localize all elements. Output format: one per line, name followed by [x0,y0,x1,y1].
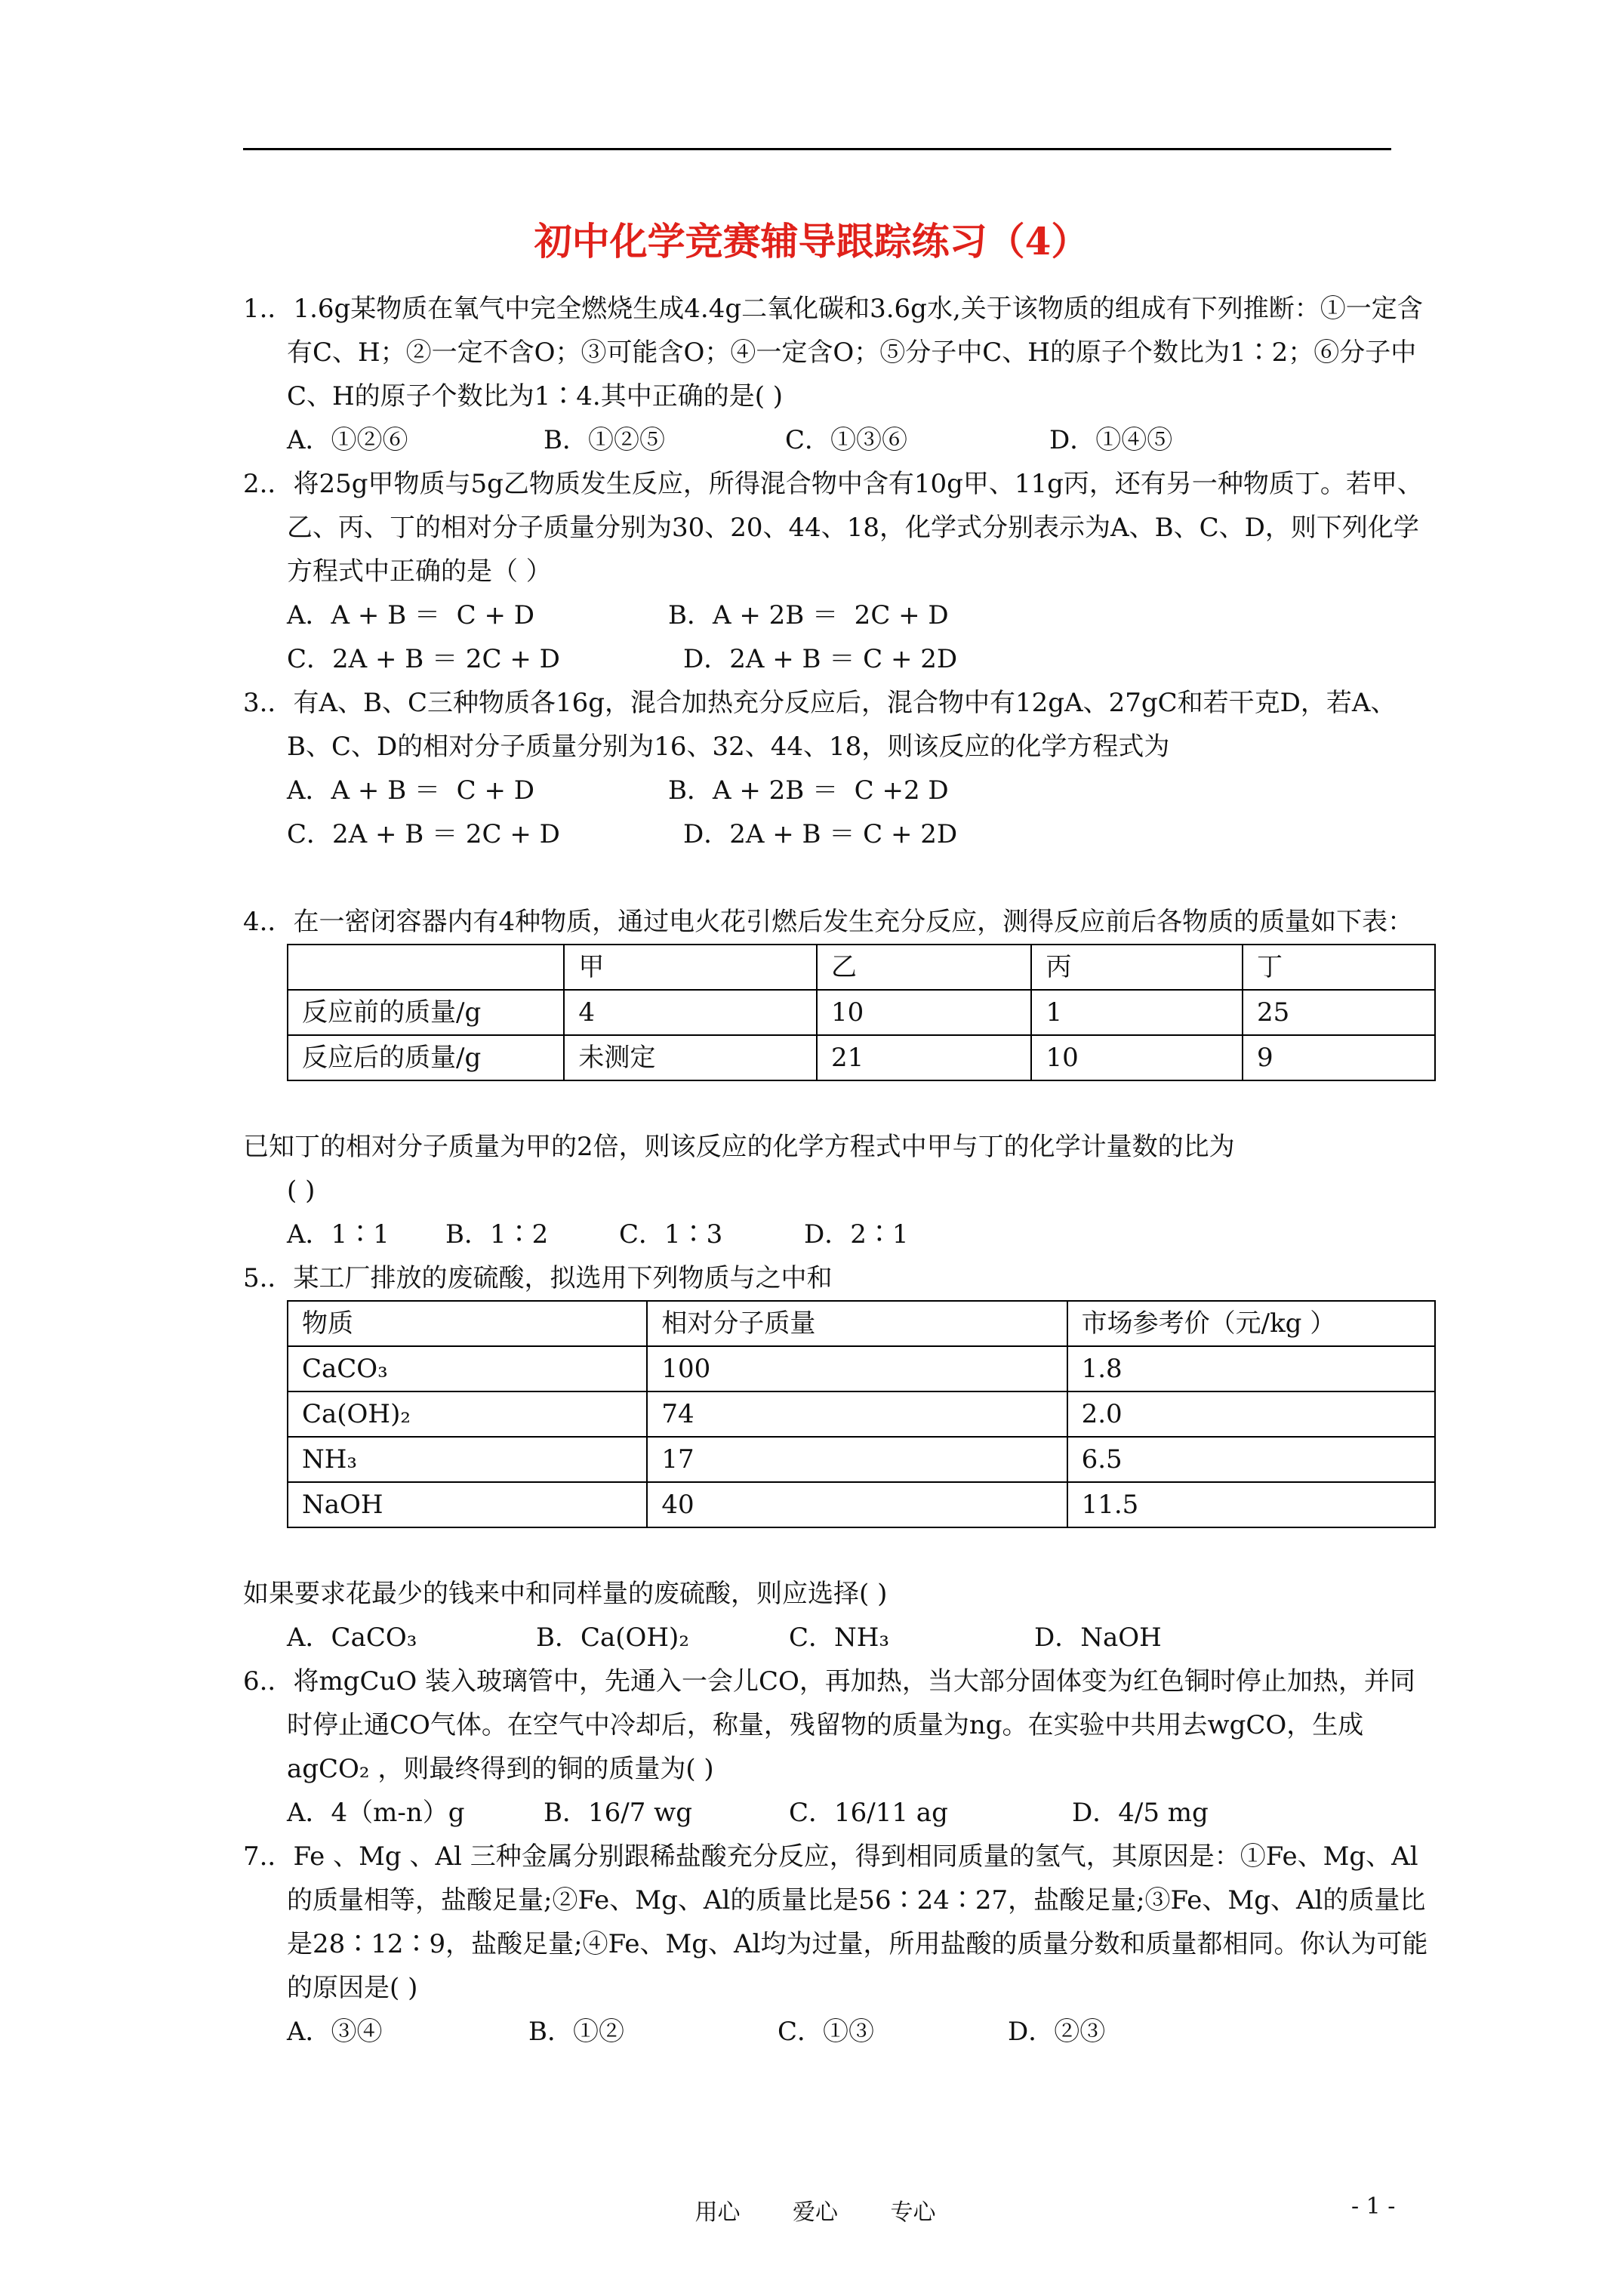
question-6-options [243,1791,1436,1835]
header-rule [243,148,1391,150]
table-row [288,1437,1435,1482]
table-row [288,1346,1435,1391]
option-c: C．16/11 ag [789,1798,948,1828]
question-5-followup: 如果要求花最少的钱来中和同样量的废硫酸，则应选择( ) [243,1579,888,1609]
option-a: A．CaCO₃ [287,1623,417,1653]
option-b: B．Ca(OH)₂ [536,1623,689,1653]
table-cell: 反应后的质量/g [288,1035,564,1080]
option-c: C．2A + B ＝ 2C + D [287,819,560,849]
table-cell: 1.8 [1067,1346,1435,1391]
table-cell: 未测定 [564,1035,817,1080]
table-cell: 丁 [1243,945,1435,990]
table-row [288,1391,1435,1437]
option-a: A．A + B ＝ C + D [287,775,534,806]
option-a: A．③④ [287,2017,383,2047]
option-a: A．①②⑥ [287,425,408,455]
table-cell: 物质 [288,1301,647,1346]
table-cell: NH₃ [288,1437,647,1482]
option-d: D．②③ [1008,2017,1106,2047]
option-c: C．NH₃ [789,1623,890,1653]
question-3-options-row2 [243,812,1436,856]
option-c: C．①③⑥ [785,425,908,455]
table-cell: 甲 [564,945,817,990]
option-d: D．①④⑤ [1049,425,1173,455]
table-cell: 乙 [817,945,1031,990]
question-5: 5.．某工厂排放的废硫酸，拟选用下列物质与之中和 [243,1263,833,1293]
question-3-options-row1 [243,769,1436,812]
table-cell: 9 [1243,1035,1435,1080]
option-c: C．2A + B ＝ 2C + D [287,644,560,674]
questions-body [243,287,1436,2054]
table-cell: 74 [647,1391,1067,1437]
option-b: B．A + 2B ＝ C +2 D [668,775,949,806]
option-c: C．1∶3 [619,1219,723,1250]
table-cell: 6.5 [1067,1437,1435,1482]
option-b: B．①② [528,2017,624,2047]
option-a: A．A + B ＝ C + D [287,600,534,630]
table-cell: 40 [647,1482,1067,1527]
option-a: A．1∶1 [287,1219,390,1250]
answer-bracket: ( ) [287,1176,316,1206]
table-row [288,1035,1435,1080]
question-6: 6.．将mgCuO 装入玻璃管中，先通入一会儿CO，再加热，当大部分固体变为红色铜时停止加热，并同时停止通CO气体。在空气中冷却后，称量，残留物的质量为ng。在实验中共用去wgCO，生成agCO₂ ，则最终得到的铜的质量为( ) [243,1666,1415,1784]
option-b: B．16/7 wg [544,1798,693,1828]
question-4-followup: 已知丁的相对分子质量为甲的2倍，则该反应的化学方程式中甲与丁的化学计量数的比为 [243,1132,1235,1162]
table-cell: 2.0 [1067,1391,1435,1437]
table-cell: CaCO₃ [288,1346,647,1391]
table-cell: 4 [564,990,817,1035]
option-d: D．2A + B ＝ C + 2D [683,819,958,849]
question-2-options-row2 [243,637,1436,681]
table-cell: 丙 [1031,945,1243,990]
table-header-row [288,1301,1435,1346]
option-b: B．A + 2B ＝ 2C + D [668,600,949,630]
question-2: 2.．将25g甲物质与5g乙物质发生反应，所得混合物中含有10g甲、11g丙，还有另一种物质丁。若甲、乙、丙、丁的相对分子质量分别为30、20、44、18，化学式分别表示为A、B、C、D，则下列化学方程式中正确的是（ ） [243,469,1423,587]
table-cell [288,945,564,990]
question-2-options-row1 [243,593,1436,637]
option-c: C．①③ [778,2017,875,2047]
table-header-row [288,945,1435,990]
table-cell: NaOH [288,1482,647,1527]
table-cell: 25 [1243,990,1435,1035]
mass-table [287,944,1436,1081]
table-cell: 10 [1031,1035,1243,1080]
option-d: D．2∶1 [804,1219,909,1250]
option-a: A．4（m-n）g [287,1798,465,1828]
table-cell: 市场参考价（元/kg ） [1067,1301,1435,1346]
page-title: 初中化学竞赛辅导跟踪练习（4） [534,219,1089,264]
option-b: B．①②⑤ [544,425,665,455]
price-table [287,1300,1436,1528]
option-d: D．4/5 mg [1072,1798,1209,1828]
question-7-options [243,2010,1436,2054]
table-cell: 100 [647,1346,1067,1391]
question-7: 7.．Fe 、Mg 、Al 三种金属分别跟稀盐酸充分反应，得到相同质量的氢气，其原因是：①Fe、Mg、Al的质量相等，盐酸足量;②Fe、Mg、Al的质量比是56∶24∶27，盐酸足量;③Fe、Mg、Al的质量比是28∶12∶9，盐酸足量;④Fe、Mg、Al均为过量，所用盐酸的质量分数和质量都相同。你认为可能的原因是( ) [243,1841,1428,2003]
table-cell: 17 [647,1437,1067,1482]
question-1: 1.．1.6g某物质在氧气中完全燃烧生成4.4g二氧化碳和3.6g水,关于该物质的组成有下列推断：①一定含有C、H；②一定不含O；③可能含O；④一定含O；⑤分子中C、H的原子个数比为1∶2；⑥分子中C、H的原子个数比为1∶4.其中正确的是( ) [243,294,1423,411]
table-cell: 反应前的质量/g [288,990,564,1035]
question-4-options [243,1213,1436,1256]
table-row [288,990,1435,1035]
table-cell: 21 [817,1035,1031,1080]
page-number: - 1 - [1351,2193,1396,2220]
question-3: 3.．有A、B、C三种物质各16g，混合加热充分反应后，混合物中有12gA、27gC和若干克D，若A、B、C、D的相对分子质量分别为16、32、44、18，则该反应的化学方程式为 [243,688,1397,762]
option-d: D．NaOH [1034,1623,1162,1653]
table-cell: 相对分子质量 [647,1301,1067,1346]
question-1-options [243,418,1436,462]
table-cell: 10 [817,990,1031,1035]
question-4: 4.．在一密闭容器内有4种物质，通过电火花引燃后发生充分反应，测得反应前后各物质的质量如下表： [243,907,1414,937]
table-row [288,1482,1435,1527]
table-cell: Ca(OH)₂ [288,1391,647,1437]
question-5-options [243,1616,1436,1660]
footer-motto: 用心 爱心 专心 [694,2199,936,2226]
option-b: B．1∶2 [445,1219,549,1250]
option-d: D．2A + B ＝ C + 2D [683,644,958,674]
table-cell: 11.5 [1067,1482,1435,1527]
table-cell: 1 [1031,990,1243,1035]
